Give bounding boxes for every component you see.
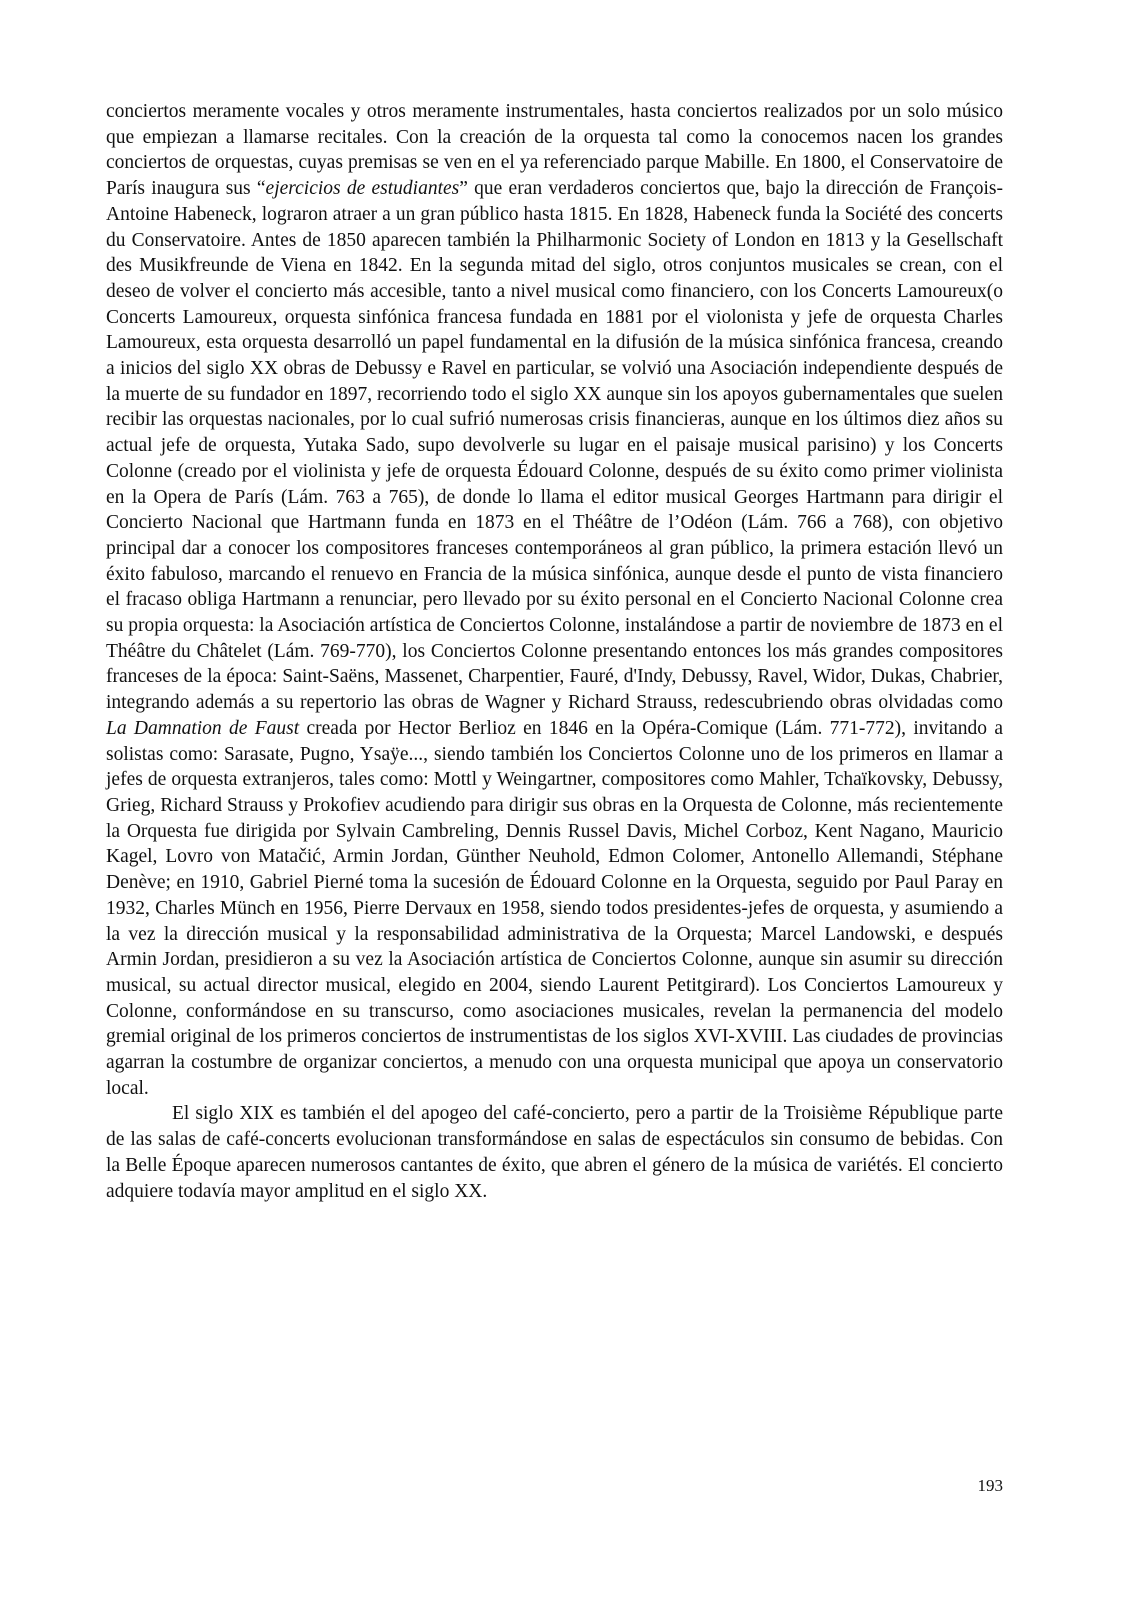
paragraph-1-text-b: ” que eran verdaderos conciertos que, bajo la dirección de François-Antoine Habeneck, lograron atraer a un gran público hasta 1815. En 1828, Habeneck funda la Société des concerts du Conservatoire. Antes de 1850 aparecen también la Philharmonic Society of London en 1813 y la Gesellschaft des Musikfreunde de Viena en 1842. En la segunda mitad del siglo, otros conjuntos musicales se crean, con el deseo de volver el concierto más accesible, tanto a nivel musical como financiero, con los Concerts Lamoureux(o Concerts Lamoureux, orquesta sinfónica francesa fundada en 1881 por el violonista y jefe de orquesta Charles Lamoureux, esta orquesta desarrolló un papel fundamental en la difusión de la música sinfónica francesa, creando a inicios del siglo XX obras de Debussy e Ravel en particular, se volvió una Asociación independiente después de la muerte de su fundador en 1897, recorriendo todo el siglo XX aunque sin los apoyos gubernamentales que suelen recibir las orquestas nacionales, por lo cual sufrió numerosas crisis financieras, aunque en los últimos diez años su actual jefe de orquesta, Yutaka Sado, supo devolverle su lugar en el paisaje musical parisino) y los Concerts Colonne (creado por el violinista y jefe de orquesta Édouard Colonne, después de su éxito como primer violinista en la Opera de París (Lám. 763 a 765), de donde lo llama el editor musical Georges Hartmann para dirigir el Concierto Nacional que Hartmann funda en 1873 en el Théâtre de l’Odéon (Lám. 766 a 768), con objetivo principal dar a conocer los compositores franceses contemporáneos al gran público, la primera estación llevó un éxito fabuloso, marcando el renuevo en Francia de la música sinfónica, aunque desde el punto de vista financiero el fracaso obliga Hartmann a renunciar, pero llevado por su éxito personal en el Concierto Nacional Colonne crea su propia orquesta: la Asociación artística de Conciertos Colonne, instalándose a partir de noviembre de 1873 en el Théâtre du Châtelet (Lám. 769-770), los Conciertos Colonne presentando entonces los más grandes compositores franceses de la época: Saint-Saëns, Massenet, Charpentier, Fauré, d'Indy, Debussy, Ravel, Widor, Dukas, Chabrier, integrando además a su repertorio las obras de Wagner y Richard Strauss, redescubriendo obras olvidadas como (106, 178, 1004, 714)
italic-title-damnation: La Damnation de Faust (106, 717, 300, 739)
paragraph-1 (106, 99, 1003, 1101)
paragraph-2: El siglo XIX es también el del apogeo del café-concierto, pero a partir de la Troisième République parte de las salas de café-concerts evolucionan transformándose en salas de espectáculos sin consumo de bebidas. Con la Belle Époque aparecen numerosos cantantes de éxito, que abren el género de la música de variétés. El concierto adquiere todavía mayor amplitud en el siglo XX. (106, 1103, 1003, 1202)
italic-term-ejercicios: ejercicios de estudiantes (265, 178, 460, 200)
paragraph-1-text-c: creada por Hector Berlioz en 1846 en la Opéra-Comique (Lám. 771-772), invitando a solistas como: Sarasate, Pugno, Ysaÿe..., siendo también los Conciertos Colonne uno de los primeros en llamar a jefes de orquesta extranjeros, tales como: Mottl y Weingartner, compositores como Mahler, Tchaïkovsky, Debussy, Grieg, Richard Strauss y Prokofiev acudiendo para dirigir sus obras en la Orquesta de Colonne, más recientemente la Orquesta fue dirigida por Sylvain Cambreling, Dennis Russel Davis, Michel Corboz, Kent Nagano, Mauricio Kagel, Lovro von Matačić, Armin Jordan, Günther Neuhold, Edmon Colomer, Antonello Allemandi, Stéphane Denève; en 1910, Gabriel Pierné toma la sucesión de Édouard Colonne en la Orquesta, seguido por Paul Paray en 1932, Charles Münch en 1956, Pierre Dervaux en 1958, siendo todos presidentes-jefes de orquesta, y asumiendo a la vez la dirección musical y la responsabilidad administrativa de la Orquesta; Marcel Landowski, e después Armin Jordan, presidieron a su vez la Asociación artística de Conciertos Colonne, aunque sin asumir su dirección musical, su actual director musical, elegido en 2004, siendo Laurent Petitgirard). Los Conciertos Lamoureux y Colonne, conformándose en su transcurso, como asociaciones musicales, revelan la permanencia del modelo gremial original de los primeros conciertos de instrumentistas de los siglos XVI-XVIII. Las ciudades de provincias agarran la costumbre de organizar conciertos, a menudo con una orquesta municipal que apoya un conservatorio local. (106, 717, 1003, 1099)
page-number: 193 (977, 1476, 1003, 1495)
paragraph-1-text-a: conciertos meramente vocales y otros meramente instrumentales, hasta conciertos realizados por un solo músico que empiezan a llamarse recitales. Con la creación de la orquesta tal como la conocemos nacen los grandes conciertos de orquestas, cuyas premisas se ven en el ya referenciado parque Mabille. En 1800, el Conservatoire de París inaugura sus “ (106, 101, 1003, 200)
body-text (106, 99, 1003, 1204)
